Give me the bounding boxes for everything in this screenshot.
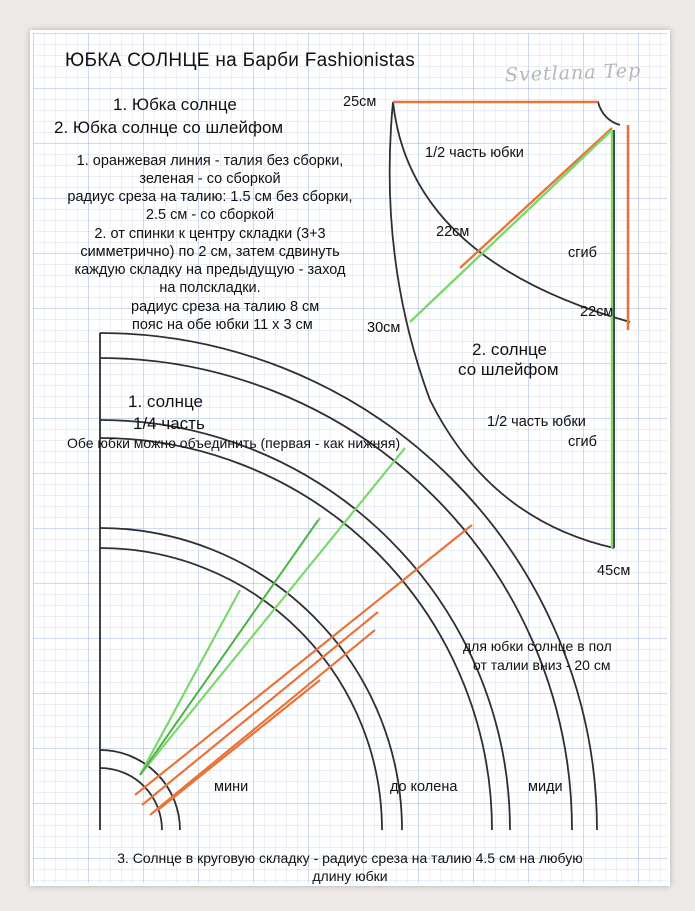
note-line: радиус среза на талию: 1.5 см без сборки,	[67, 189, 353, 205]
measure-label-45cm: 45см	[597, 563, 631, 579]
note-line: зеленая - со сборкой	[139, 171, 281, 187]
floor-note-line1: для юбки солнце в пол	[463, 638, 612, 654]
measure-label-22cm-side: 22см	[580, 304, 614, 320]
measure-label-30cm: 30см	[367, 320, 401, 336]
note-line: на полскладки.	[159, 280, 261, 296]
note-line: симметрично) по 2 см, затем сдвинуть	[80, 244, 340, 260]
pattern2-name-line2: со шлейфом	[458, 360, 559, 379]
measure-label-25cm: 25см	[343, 94, 377, 110]
menu-item-1: 1. Юбка солнце	[113, 95, 237, 114]
note-line: радиус среза на талию 8 см	[131, 299, 320, 315]
note-line: пояс на обе юбки 11 х 3 см	[132, 317, 313, 333]
combine-note: Обе юбки можно объединить (первая - как нижняя)	[67, 435, 401, 451]
floor-note-line2: от талии вниз - 20 см	[473, 657, 611, 673]
pattern1-name-line2: 1/4 часть	[133, 414, 205, 433]
menu-item-2: 2. Юбка солнце со шлейфом	[54, 118, 284, 137]
pattern1-name-line1: 1. солнце	[128, 392, 203, 411]
footer-line1: 3. Солнце в круговую складку - радиус среза на талию 4.5 см на любую	[117, 850, 583, 866]
fold-label-2: сгиб	[568, 434, 597, 450]
note-line: 2.5 см - со сборкой	[145, 207, 275, 223]
note-line: каждую складку на предыдущую - заход	[74, 262, 346, 278]
note-line: 1. оранжевая линия - талия без сборки,	[76, 153, 344, 169]
footer-line2: длину юбки	[312, 868, 388, 884]
note-line: 2. от спинки к центру складки (3+3	[94, 226, 326, 242]
pattern2-half-label-2: 1/2 часть юбки	[487, 414, 586, 430]
length-label-midi: миди	[528, 779, 563, 795]
pattern2-name-line1: 2. солнце	[472, 340, 547, 359]
watermark-signature: Svetlana Tep	[504, 59, 642, 87]
fold-label: сгиб	[568, 245, 597, 261]
measure-label-22cm: 22см	[436, 224, 470, 240]
length-label-knee: до колена	[390, 779, 458, 795]
length-label-mini: мини	[214, 779, 249, 795]
pattern2-half-label: 1/2 часть юбки	[425, 145, 524, 161]
page-title: ЮБКА СОЛНЦЕ на Барби Fashionistas	[65, 50, 416, 71]
